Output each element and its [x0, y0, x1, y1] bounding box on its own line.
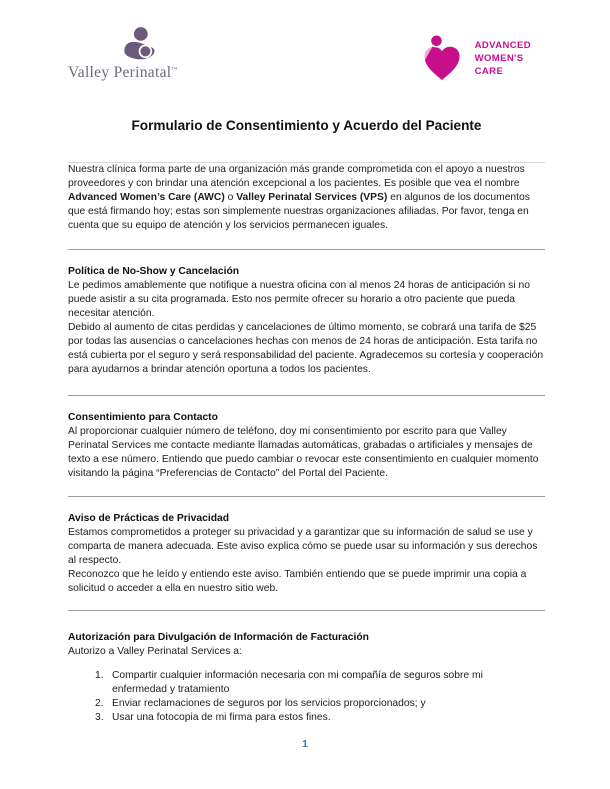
list-item-number: 2. — [95, 698, 104, 709]
no-show-paragraph-2: Debido al aumento de citas perdidas y cancelaciones de último momento, se cobrará una tarifa de $25 por todas las ausencias o cancelaciones hechas con menos de 24 horas de anticipación. Esta tarifa no está cubierta por el seguro y será responsabilidad del paciente. Agradecemos su cortesía y cooperación para ayudarnos a brindar atención oportuna a todos los pacientes. — [68, 322, 544, 375]
intro-text-3: en algunos de los documentos que está firmando hoy; estas son simplemente nuestras organizaciones afiliadas. Por favor, tenga en cuenta que su equipo de atención y los servicios permanecen iguales. — [68, 192, 530, 231]
section-privacy-notice — [68, 512, 545, 596]
billing-authorization-list — [68, 669, 545, 725]
org-name-awc: Advanced Women’s Care (AWC) — [68, 192, 225, 203]
list-item-number: 3. — [95, 712, 104, 723]
page-header — [68, 26, 545, 88]
section-billing-authorization — [68, 631, 545, 725]
divider — [68, 395, 545, 396]
divider — [68, 249, 545, 250]
privacy-paragraph-1: Estamos comprometidos a proteger su privacidad y a garantizar que su información de salud se use y comparta de manera adecuada. Este aviso explica cómo se puede usar su información y sus derechos al respecto. — [68, 527, 538, 566]
list-item — [68, 711, 545, 725]
intro-paragraph — [68, 163, 545, 233]
intro-text-1: Nuestra clínica forma parte de una organización más grande comprometida con el apoyo a nuestros proveedores y con brindar una atención excepcional a los pacientes. Es posible que vea el nombre — [68, 164, 525, 189]
section-heading-privacy: Aviso de Prácticas de Privacidad — [68, 513, 230, 524]
section-heading-no-show: Política de No-Show y Cancelación — [68, 266, 240, 277]
valley-perinatal-parent-child-icon — [118, 26, 160, 62]
billing-intro: Autorizo a Valley Perinatal Services a: — [68, 646, 242, 657]
org-name-vps: Valley Perinatal Services (VPS) — [236, 192, 388, 203]
valley-perinatal-name: Valley Perinatal — [68, 64, 172, 81]
no-show-paragraph-1: Le pedimos amablemente que notifique a nuestra oficina con al menos 24 horas de anticipación si no puede asistir a su cita programada. Esto nos permite ofrecer su horario a otro paciente que pueda necesitar atención. — [68, 280, 530, 319]
intro-text-2: o — [224, 192, 237, 203]
divider — [68, 610, 545, 611]
awc-line-womens: WOMEN'S — [474, 52, 524, 64]
awc-line-advanced: ADVANCED — [474, 39, 531, 51]
valley-perinatal-wordmark — [68, 64, 178, 82]
list-item-text: Compartir cualquier información necesaria con mi compañía de seguros sobre mi enfermedad y tratamiento — [112, 670, 483, 695]
section-heading-billing: Autorización para Divulgación de Información de Facturación — [68, 632, 369, 643]
awc-wordmark — [475, 39, 531, 78]
section-heading-contact: Consentimiento para Contacto — [68, 412, 218, 423]
trademark-symbol: ™ — [171, 66, 178, 73]
page-number: 1 — [302, 738, 308, 750]
list-item-number: 1. — [95, 670, 104, 681]
divider — [68, 496, 545, 497]
contact-paragraph: Al proporcionar cualquier número de teléfono, doy mi consentimiento por escrito para que Valley Perinatal Services me contacte mediante llamadas automáticas, grabadas o artificiales y mensajes de texto a ese número. Entiendo que puedo cambiar o revocar este consentimiento en cualquier momento visitando la página “Preferencias de Contacto” del Portal del Paciente. — [68, 426, 539, 479]
list-item-text: Usar una fotocopia de mi firma para estos fines. — [112, 712, 331, 723]
advanced-womens-care-logo — [419, 34, 531, 82]
section-contact-consent — [68, 411, 545, 481]
awc-line-care: CARE — [474, 65, 504, 77]
privacy-paragraph-2: Reconozco que he leído y entiendo este aviso. También entiendo que se puede imprimir una copia a solicitud o acceder a ella en nuestro sitio web. — [68, 569, 527, 594]
list-item — [68, 669, 545, 697]
awc-heart-icon — [419, 34, 467, 82]
document-title: Formulario de Consentimiento y Acuerdo del Paciente — [131, 118, 482, 133]
valley-perinatal-logo — [68, 26, 178, 82]
list-item — [68, 697, 545, 711]
list-item-text: Enviar reclamaciones de seguros por los servicios proporcionados; y — [112, 698, 426, 709]
section-no-show-policy — [68, 265, 545, 377]
